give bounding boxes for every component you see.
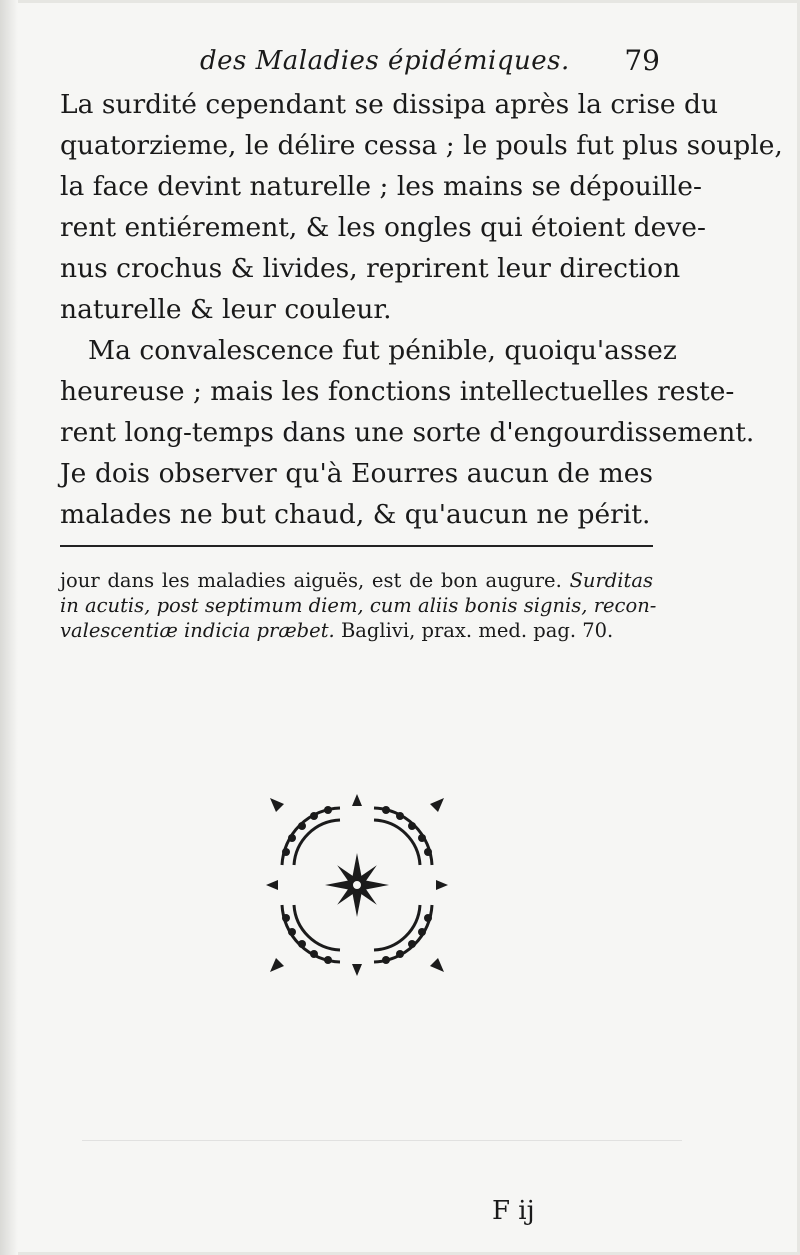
text-line: quatorzieme, le délire cessa ; le pouls fut plus souple, (60, 130, 783, 161)
page-gutter-shadow (0, 0, 18, 1255)
signature-mark: F ij (492, 1196, 535, 1226)
footnote-latin: Surditas (569, 569, 653, 592)
text-line: rent long-temps dans une sorte d'engourdissement. (60, 417, 755, 448)
bleed-through-rule (82, 1140, 682, 1141)
text-line: rent entiérement, & les ongles qui étoient deve- (60, 212, 706, 243)
footnote-line (60, 618, 653, 643)
text-line: Ma convalescence fut pénible, quoiqu'assez (88, 335, 677, 366)
printers-ornament-fleuron (262, 790, 452, 980)
footnote-latin: valescentiæ indicia præbet. (60, 619, 335, 642)
text-line: nus crochus & livides, reprirent leur direction (60, 253, 681, 284)
paragraph-1 (60, 84, 783, 330)
footnote-rule (60, 545, 653, 547)
text-line: La surdité cependant se dissipa après la crise du (60, 89, 719, 120)
running-title: des Maladies épidémiques. (200, 46, 570, 76)
footnote-reference: Baglivi, prax. med. pag. 70. (340, 619, 614, 642)
text-line: la face devint naturelle ; les mains se dépouille- (60, 171, 702, 202)
footnote-line (60, 568, 653, 593)
page-number: 79 (624, 44, 660, 77)
page-header (60, 40, 660, 80)
text-line: heureuse ; mais les fonctions intellectuelles reste- (60, 376, 735, 407)
footnote-text: jour dans les maladies aiguës, est de bon augure. (60, 569, 562, 592)
paragraph-2 (60, 330, 755, 535)
main-text (60, 84, 783, 535)
footnote-line: in acutis, post septimum diem, cum aliis bonis signis, recon- (60, 594, 657, 617)
text-line: malades ne but chaud, & qu'aucun ne périt. (60, 499, 651, 530)
footnote (60, 568, 657, 643)
text-line: naturelle & leur couleur. (60, 294, 392, 325)
text-line: Je dois observer qu'à Eourres aucun de mes (60, 458, 653, 489)
